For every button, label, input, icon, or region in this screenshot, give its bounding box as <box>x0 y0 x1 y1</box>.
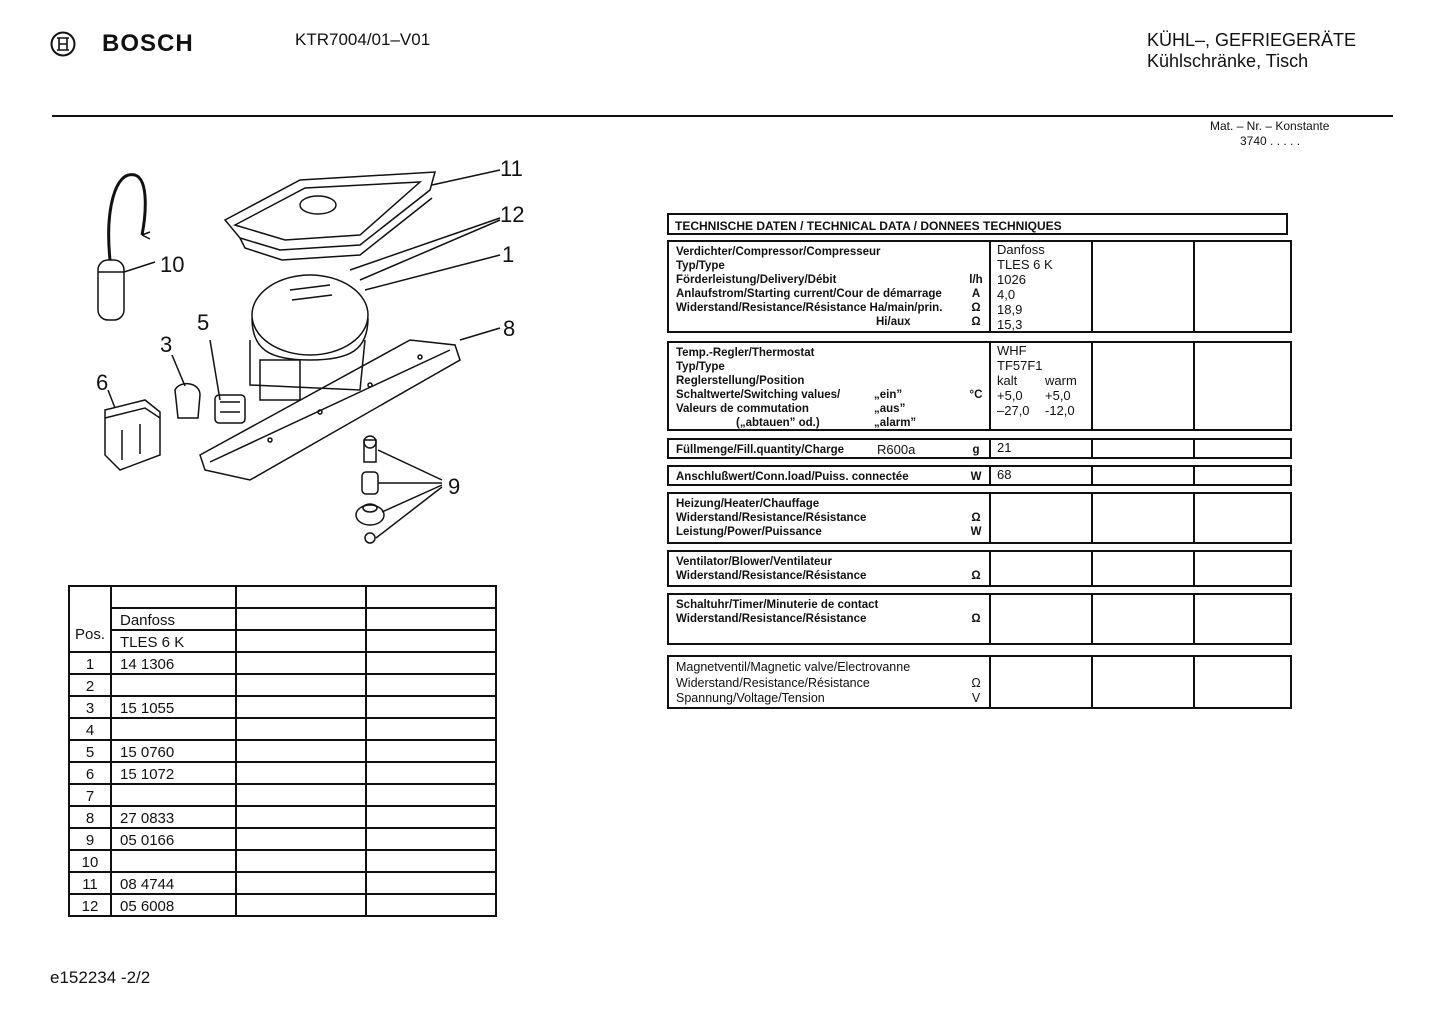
table-row <box>69 740 496 762</box>
table-row <box>69 696 496 718</box>
unit: Ω <box>971 613 981 625</box>
header-cell-manufacturer: Danfoss <box>111 608 236 630</box>
value: 4,0 <box>997 287 1016 302</box>
empty-cell <box>236 718 366 740</box>
valve-block <box>667 655 1292 709</box>
empty-cell <box>366 762 496 784</box>
empty-cell <box>236 806 366 828</box>
switching-text: Schaltwerte/Switching values/ <box>676 389 841 401</box>
document-code: e152234 -2/2 <box>50 968 151 987</box>
pos-cell: 1 <box>69 652 111 674</box>
value: WHF <box>997 343 1027 358</box>
pos-cell: 3 <box>69 696 111 718</box>
empty-column <box>1091 242 1193 331</box>
part-number <box>111 784 236 806</box>
empty-column <box>1091 657 1193 707</box>
power-text: Leistung/Power/Puissance <box>676 526 822 538</box>
empty-cell <box>236 696 366 718</box>
empty-column <box>1193 440 1290 457</box>
unit: Ω <box>971 512 981 524</box>
part-number <box>111 718 236 740</box>
empty-column <box>1193 343 1290 429</box>
header-cell <box>366 630 496 652</box>
blower-block <box>667 550 1292 587</box>
valve-labels <box>669 657 989 707</box>
compressor-labels <box>669 242 989 331</box>
charge-label: Füllmenge/Fill.quantity/Charge <box>676 444 845 456</box>
delivery-text: Förderleistung/Delivery/Débit <box>676 274 837 286</box>
callout-10: 10 <box>160 252 185 277</box>
blower-labels <box>669 552 989 585</box>
pos-cell: 9 <box>69 828 111 850</box>
unit: l/h <box>969 274 983 286</box>
table-row <box>69 828 496 850</box>
part-number: 08 4744 <box>111 872 236 894</box>
charge-value: 21 <box>989 440 1091 457</box>
voltage-text: Spannung/Voltage/Tension <box>676 691 825 705</box>
empty-cell <box>366 674 496 696</box>
charge-block <box>667 438 1292 459</box>
value-pair <box>997 373 1091 388</box>
empty-cell <box>236 762 366 784</box>
power-label <box>676 525 989 539</box>
resistance-label <box>676 511 989 525</box>
value: TF57F1 <box>997 358 1043 373</box>
value-pair <box>997 388 1091 403</box>
table-row <box>69 806 496 828</box>
value: TLES 6 K <box>997 257 1053 272</box>
table-row <box>69 652 496 674</box>
callout-6: 6 <box>96 370 109 395</box>
type-label: Typ/Type <box>676 260 725 272</box>
empty-column <box>1091 595 1193 643</box>
model-number: KTR7004/01–V01 <box>295 30 431 49</box>
conn-load-block <box>667 465 1292 486</box>
bosch-logo-icon <box>50 31 76 57</box>
heater-label: Heizung/Heater/Chauffage <box>676 498 820 510</box>
callout-3: 3 <box>160 332 173 357</box>
resistance-label <box>676 676 989 692</box>
empty-cell <box>236 828 366 850</box>
mat-label: Mat. – Nr. – Konstante <box>1210 119 1330 133</box>
unit: Ω <box>971 316 981 328</box>
value: +5,0 <box>997 388 1023 403</box>
header-cell <box>366 608 496 630</box>
header-cell <box>366 586 496 608</box>
switching-values-label <box>676 388 989 402</box>
resistance-aux-text: Hi/aux <box>876 316 911 328</box>
starting-current-label <box>676 287 989 301</box>
callout-12: 12 <box>500 202 525 227</box>
empty-cell <box>366 740 496 762</box>
part-number: 05 6008 <box>111 894 236 916</box>
empty-cell <box>366 696 496 718</box>
compressor-label: Verdichter/Compressor/Compresseur <box>676 246 881 258</box>
part-number: 27 0833 <box>111 806 236 828</box>
state-alarm: „alarm” <box>874 417 917 429</box>
category-line-2: Kühlschränke, Tisch <box>1147 51 1309 71</box>
callout-1: 1 <box>502 242 515 267</box>
unit: Ω <box>971 675 981 690</box>
part-number: 15 1072 <box>111 762 236 784</box>
header-cell <box>236 608 366 630</box>
tech-data-title: TECHNISCHE DATEN / TECHNICAL DATA / DONNEES TECHNIQUES <box>667 213 1288 235</box>
value: Danfoss <box>997 242 1045 257</box>
pos-cell: 6 <box>69 762 111 784</box>
table-row <box>69 894 496 916</box>
header-cell <box>236 630 366 652</box>
value: 18,9 <box>997 302 1023 317</box>
empty-cell <box>366 784 496 806</box>
pos-cell: 5 <box>69 740 111 762</box>
callout-11: 11 <box>500 156 523 181</box>
empty-cell <box>236 674 366 696</box>
resistance-label <box>676 612 989 626</box>
part-number: 05 0166 <box>111 828 236 850</box>
defrost-label <box>676 416 989 430</box>
empty-cell <box>366 850 496 872</box>
unit: g <box>972 444 980 456</box>
value: 15,3 <box>997 317 1023 332</box>
header-cell <box>111 586 236 608</box>
callout-8: 8 <box>503 316 516 341</box>
table-row <box>69 674 496 696</box>
defrost-text: („abtauen” od.) <box>736 417 820 429</box>
pos-cell: 4 <box>69 718 111 740</box>
value: –27,0 <box>997 403 1030 418</box>
table-row <box>69 718 496 740</box>
value: -12,0 <box>1045 403 1075 418</box>
empty-column <box>1091 494 1193 542</box>
category-line-1: KÜHL–, GEFRIEGERÄTE <box>1147 30 1357 50</box>
empty-column <box>1091 552 1193 585</box>
parts-table <box>68 585 497 917</box>
resistance-aux-label <box>676 315 989 329</box>
value: kalt <box>997 373 1018 388</box>
table-row <box>69 762 496 784</box>
heater-block <box>667 492 1292 544</box>
unit: W <box>970 526 982 538</box>
parts-header-row <box>69 608 496 630</box>
empty-cell <box>366 828 496 850</box>
unit: Ω <box>971 302 981 314</box>
mat-value: 3740 . . . . . <box>1240 134 1301 148</box>
empty-column <box>1193 657 1290 707</box>
part-number: 15 0760 <box>111 740 236 762</box>
compressor-block <box>667 240 1292 333</box>
material-number <box>1210 119 1329 149</box>
empty-cell <box>366 718 496 740</box>
resistance-main-label <box>676 301 989 315</box>
empty-cell <box>366 894 496 916</box>
thermostat-block <box>667 341 1292 431</box>
empty-column <box>1193 467 1290 484</box>
category <box>1147 30 1356 72</box>
parts-header-row <box>69 630 496 652</box>
thermostat-labels <box>669 343 989 429</box>
brand-block <box>50 30 194 58</box>
table-row <box>69 872 496 894</box>
resistance-text: Widerstand/Resistance/Résistance <box>676 570 867 582</box>
charge-labels <box>669 440 989 457</box>
value-pair <box>997 403 1091 418</box>
empty-cell <box>236 784 366 806</box>
resistance-text: Widerstand/Resistance/Résistance <box>676 512 867 524</box>
conn-labels <box>669 467 989 484</box>
state-off: „aus” <box>874 403 906 415</box>
heater-labels <box>669 494 989 542</box>
pos-cell: 7 <box>69 784 111 806</box>
timer-block <box>667 593 1292 645</box>
pos-cell: 10 <box>69 850 111 872</box>
part-number <box>111 674 236 696</box>
empty-cell <box>366 652 496 674</box>
empty-column <box>1091 343 1193 429</box>
empty-cell <box>366 806 496 828</box>
timer-labels <box>669 595 989 643</box>
value: +5,0 <box>1045 388 1071 403</box>
pos-cell: 2 <box>69 674 111 696</box>
empty-column <box>1193 595 1290 643</box>
callout-5: 5 <box>197 310 210 335</box>
valeurs-label <box>676 402 989 416</box>
valve-label: Magnetventil/Magnetic valve/Electrovanne <box>676 660 911 674</box>
empty-column <box>989 595 1091 643</box>
empty-column <box>1193 494 1290 542</box>
value: warm <box>1045 373 1077 388</box>
exploded-parts-diagram <box>60 150 540 560</box>
unit: W <box>970 471 982 483</box>
empty-column <box>1193 552 1290 585</box>
empty-column <box>989 657 1091 707</box>
refrigerant: R600a <box>877 442 916 457</box>
unit: Ω <box>971 570 981 582</box>
voltage-label <box>676 691 989 707</box>
empty-cell <box>236 894 366 916</box>
empty-column <box>989 494 1091 542</box>
unit: V <box>971 691 981 705</box>
empty-column <box>989 552 1091 585</box>
state-on: „ein” <box>874 389 903 401</box>
thermostat-label: Temp.-Regler/Thermostat <box>676 347 815 359</box>
value: 1026 <box>997 272 1026 287</box>
type-label: Typ/Type <box>676 361 725 373</box>
part-number: 14 1306 <box>111 652 236 674</box>
resistance-label <box>676 569 989 583</box>
table-row <box>69 784 496 806</box>
pos-cell: 11 <box>69 872 111 894</box>
position-label: Reglerstellung/Position <box>676 375 805 387</box>
timer-label: Schaltuhr/Timer/Minuterie de contact <box>676 599 879 611</box>
starting-current-text: Anlaufstrom/Starting current/Cour de démarrage <box>676 288 942 300</box>
empty-column <box>1091 440 1193 457</box>
compressor-values <box>989 242 1091 331</box>
empty-cell <box>236 872 366 894</box>
empty-cell <box>236 850 366 872</box>
empty-cell <box>236 740 366 762</box>
pos-cell: 8 <box>69 806 111 828</box>
thermostat-values <box>989 343 1091 429</box>
brand-name: BOSCH <box>102 30 194 57</box>
resistance-text: Widerstand/Resistance/Résistance <box>676 675 870 690</box>
callout-9: 9 <box>448 474 461 499</box>
pos-cell: 12 <box>69 894 111 916</box>
empty-column <box>1091 467 1193 484</box>
part-number: 15 1055 <box>111 696 236 718</box>
delivery-label <box>676 273 989 287</box>
conn-label: Anschlußwert/Conn.load/Puiss. connectée <box>676 471 909 483</box>
header-rule <box>52 115 1393 117</box>
part-number <box>111 850 236 872</box>
empty-column <box>1193 242 1290 331</box>
blower-label: Ventilator/Blower/Ventilateur <box>676 556 832 568</box>
empty-cell <box>366 872 496 894</box>
pos-header: Pos. <box>69 586 111 652</box>
unit: °C <box>969 389 983 401</box>
valeurs-text: Valeurs de commutation <box>676 403 809 415</box>
unit: A <box>971 288 981 300</box>
resistance-main-text: Widerstand/Resistance/Résistance Ha/main/prin. <box>676 302 943 314</box>
header-cell-type: TLES 6 K <box>111 630 236 652</box>
header-cell <box>236 586 366 608</box>
parts-header-row <box>69 586 496 608</box>
empty-cell <box>236 652 366 674</box>
resistance-text: Widerstand/Resistance/Résistance <box>676 613 867 625</box>
table-row <box>69 850 496 872</box>
conn-value: 68 <box>989 467 1091 484</box>
